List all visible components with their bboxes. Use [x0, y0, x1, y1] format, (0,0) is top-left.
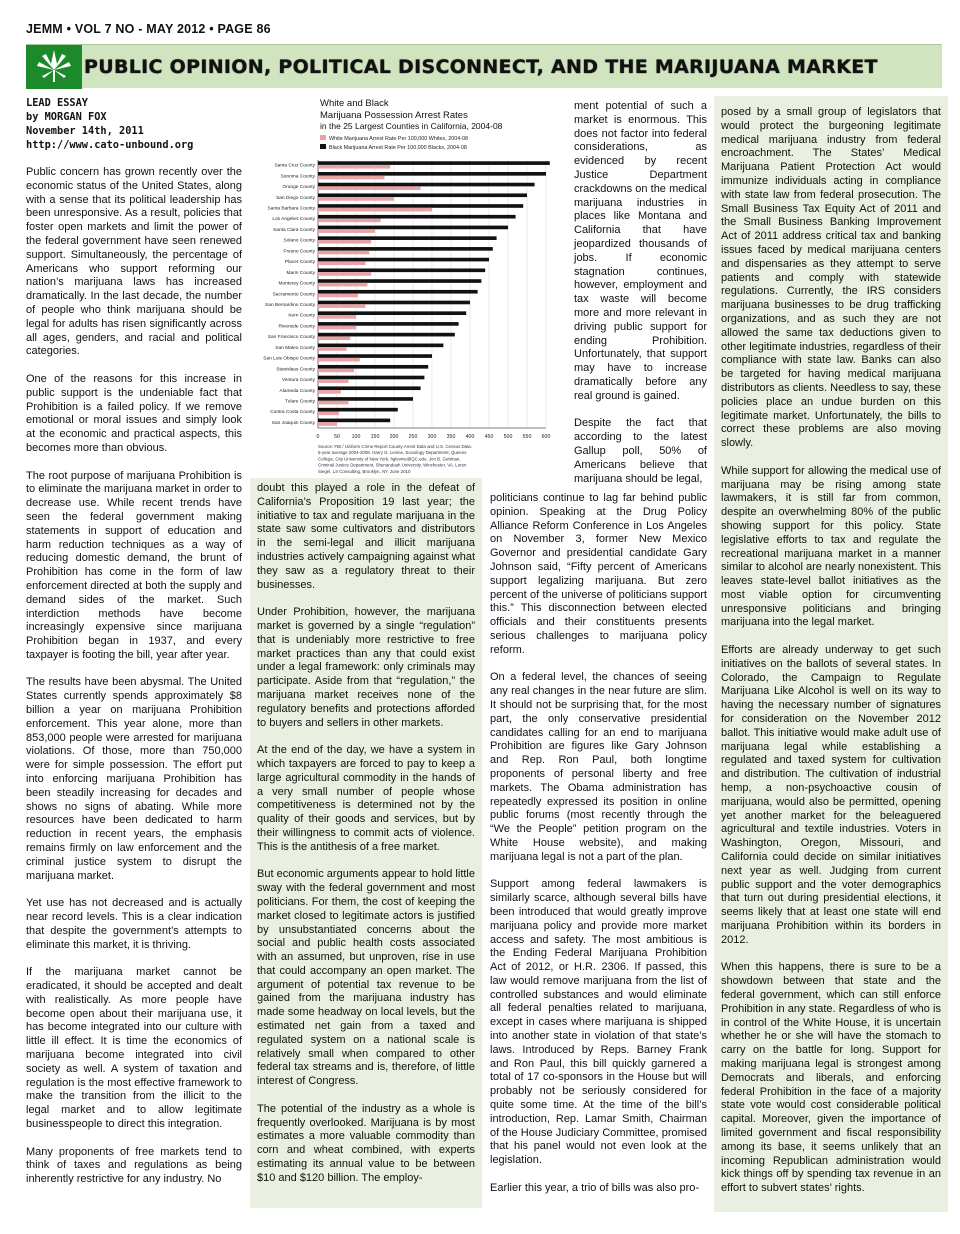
- paragraph: If the marijuana market cannot be eradicated, it should be accepted and dealt with realistically. As more people have become open about their marijuana use, it has become integrated into our culture with little ill effect. It is time the economics of marijuana become integrated into civil society as well. A system of taxation and regulation is the most effective framework to make the transition from the illicit to the legal market and to allow legitimate businesspeople to direct this integration.: [26, 966, 242, 1130]
- bar-white: [318, 358, 360, 362]
- paragraph: Public concern has grown recently over the economic status of the United States, along with a sense that its political leadership has been unresponsive. As a result, policies that foster open markets and limit the power of the federal government have seen renewed support. Simultaneously, the percentage of Americans who support reforming our nation’s marijuana laws has increased dramatically. In the last decade, the number of people who think marijuana should be legal for adults has risen significantly across all ages, genders, and racial and political categories.: [26, 166, 242, 358]
- paragraph: When this happens, there is sure to be a showdown between that state and the federal government, which can still enforce Prohibition in any state. Regardless of who is in control of the White House, it is uncertain whether he or she will have the stomach to carry on the battle for long. Support for making marijuana legal is strongest among Democrats and liberals, and enforcing federal Prohibition in the face of a majority state vote would cost considerable political capital. Moreover, given the importance of limited government and fiscal responsibility among its base, it seems unlikely that an incoming Republican administration would kick things off by spending tax revenue in an effort to subvert states’ rights.: [721, 961, 941, 1195]
- y-category-label: Tulare County: [285, 399, 315, 405]
- bar-white: [318, 304, 366, 308]
- bar-black: [318, 183, 535, 187]
- paragraph: On a federal level, the chances of seeing any real changes in the near future are slim. It should not be surprising that, for the most part, the only conservative presidential candidates calling for an end to marijuana Prohibition are figures like Gary Johnson and Rep. Ron Paul, both longtime proponents of personal liberty and free markets. The Obama administration has repeatedly expressed its position in online public forums (most recently through the “We the People” petition program on the White House website), and making marijuana legal is not a part of the plan.: [490, 671, 707, 863]
- x-tick-label: 250: [408, 434, 418, 440]
- paragraph: One of the reasons for this increase in public support is the undeniable fact that Prohibition is a failed policy. If we remove emotional or moral issues and simply look at the economic and practical aspects, this becomes more than obvious.: [26, 372, 242, 454]
- paragraph: Earlier this year, a trio of bills was also pro-: [490, 1181, 700, 1194]
- byline-author: by MORGAN FOX: [26, 111, 107, 123]
- paragraph: The results have been abysmal. The United States currently spends approximately $8 billion a year on marijuana Prohibition enforcement. This year alone, more than 853,000 people were arrested for marijuana violations. Of those, more than 750,000 were for simple possession. The effort put into enforcing marijuana Prohibition has been steadily increasing for decades and shows no signs of abating. While more resources have been dedicated to harm reduction in recent years, the emphasis remains firmly on law enforcement and the criminal justice system to disrupt the marijuana market.: [26, 676, 242, 882]
- bar-white: [318, 390, 341, 394]
- y-category-label: Kern County: [288, 313, 315, 319]
- y-category-label: Los Angeles County: [272, 217, 315, 223]
- y-category-label: San Luis Obispo County: [263, 356, 315, 362]
- paragraph: Efforts are already underway to get such initiatives on the ballots of several states. In Colorado, the Campaign to Regulate Marijuana Like Alcohol is well on its way to having the necessary number of signatures for consideration on the November 2012 ballot. This initiative would make adult use of marijuana legal while establishing a regulated and taxed system for cultivation and distribution. The cultivation of industrial hemp, a non-psychoactive cousin of marijuana, would also be permitted, opening yet another market for the beleaguered agricultural and textile industries. Voters in Washington, Oregon, Missouri, and California could decide on similar initiatives next year as well. Judging from current public support and the voter demographics that turn out during presidential elections, it seems likely that at least one state will end marijuana Prohibition within its borders in 2012.: [721, 644, 941, 946]
- y-category-label: Alameda County: [279, 388, 315, 394]
- bar-black: [318, 419, 390, 423]
- bar-black: [318, 172, 546, 176]
- paragraph: The potential of the industry as a whole is frequently overlooked. Marijuana is by most estimates a more valuable commodity than corn and wheat combined, with experts estimating its annual value to be between $10 and $120 billion. The employ-: [257, 1102, 475, 1184]
- x-tick-label: 200: [389, 434, 399, 440]
- y-category-label: Santa Cruz County: [274, 163, 315, 169]
- bar-black: [318, 161, 550, 165]
- y-category-label: Placer County: [284, 260, 315, 266]
- bar-white: [318, 165, 390, 169]
- chart-source-note: College, City University of New York, hglevine@QC.edu. Jon B. Gettman,: [318, 456, 461, 462]
- y-category-label: Sacramento County: [272, 292, 315, 298]
- y-category-label: San Francisco County: [267, 335, 315, 341]
- bar-white: [318, 186, 421, 190]
- column-2: [257, 482, 475, 1186]
- legend-entry: White Marijuana Arrest Rate Per 100,000 Whites, 2004-08: [329, 136, 469, 142]
- bar-white: [318, 336, 350, 340]
- bar-black: [318, 354, 432, 358]
- y-category-label: San Diego County: [276, 195, 315, 201]
- paragraph: The root purpose of marijuana Prohibition is to eliminate the marijuana market in order to decrease use. While recent trends have seen the federal government making statements in support of education and harm reduction techniques as a way of reducing domestic demand, the brunt of Prohibition has come in the form of law enforcement directed at both the supply and demand sides of the market. Such interdiction methods have become increasingly expensive since marijuana Prohibition began in 1937, and every taxpayer is footing the bill, year after year.: [26, 469, 242, 661]
- x-tick-label: 400: [465, 434, 475, 440]
- bar-black: [318, 215, 516, 219]
- y-category-label: Marin County: [286, 270, 315, 276]
- paragraph: But economic arguments appear to hold little sway with the federal government and most politicians. For them, the cost of keeping the market closed to legitimate actors is justified by unsubstantiated concerns about the social and public health costs associated with an assumed, but unproven, rise in use that could accompany an open market. The argument of potential tax revenue to be gained from the marijuana industry has made some headway on local levels, but the estimated net gain from a taxed and regulated system on a national scale is relatively small when compared to other federal tax streams and is, therefore, of little interest of Congress.: [257, 868, 475, 1088]
- x-tick-label: 350: [446, 434, 456, 440]
- bar-white: [318, 326, 356, 330]
- paragraph: While support for allowing the medical use of marijuana may be rising among state lawmakers, it is still far from common, despite an overwhelming 80% of the public showing support for this policy. State legislative efforts to tax and regulate the recreational marijuana market in a manner similar to alcohol are nearly nonexistent. This leaves state-level ballot initiatives as the most viable option for circumventing unresponsive politicians and bringing marijuana into the legal market.: [721, 464, 941, 629]
- paragraph: Under Prohibition, however, the marijuana market is governed by a single “regulation” that is undeniably more restrictive to free market practices than any that could exist under a legal framework: only criminals may participate. Aside from that “regulation,” the marijuana market receives none of the regulatory benefits and protections afforded to buyers and sellers in other markets.: [257, 606, 475, 729]
- chart-title-line: Marijuana Possession Arrest Rates: [320, 109, 468, 121]
- chart-title-line: White and Black: [320, 98, 389, 109]
- x-tick-label: 500: [503, 434, 513, 440]
- title-bar: [26, 44, 942, 88]
- x-tick-label: 0: [316, 434, 320, 440]
- y-category-label: Orange County: [282, 185, 315, 191]
- bar-black: [318, 397, 413, 401]
- paragraph: Despite the fact that according to the latest Gallup poll, 50% of Americans believe that marijuana should be legal,: [574, 417, 707, 485]
- y-category-label: Stanislaus County: [276, 367, 315, 373]
- bar-black: [318, 258, 489, 262]
- legend-swatch: [320, 144, 326, 149]
- paragraph: Support among federal lawmakers is similarly scarce, although several bills have been introduced that would greatly improve marijuana policy and provide more market access and safety. The most ambitious is the Ending Federal Marijuana Prohibition Act of 2012, or H.R. 2306. If passed, this law would remove marijuana from the list of controlled substances and would eliminate all federal penalties related to marijuana, except in cases where marijuana is shipped into another state in violation of that state’s laws. Introduced by Reps. Barney Frank and Ron Paul, this bill quickly garnered a total of 17 co-sponsors in the House but will probably not be seriously considered for quite some time. At the time of the bill’s introduction, Rep. Lamar Smith, Chairman of the House Judiciary Committee, promised that his panel would not even look at the legislation.: [490, 878, 707, 1167]
- bar-black: [318, 268, 485, 272]
- paragraph: doubt this played a role in the defeat of California’s Proposition 19 last year; the initiative to tax and regulate marijuana in the state saw some cultivators and distributors in the semi-legal and illicit marijuana industries actively campaigning against what they saw as a regulatory threat to their businesses.: [257, 482, 475, 591]
- chart-source-note: Siegel, LS Consulting, Brooklyn, NY. June 2010: [318, 468, 411, 474]
- x-tick-label: 600: [541, 434, 551, 440]
- y-category-label: San Joaquin County: [271, 420, 315, 426]
- byline: [26, 96, 242, 152]
- x-tick-label: 100: [351, 434, 361, 440]
- bar-white: [318, 261, 366, 265]
- page-header: JEMM • VOL 7 NO - MAY 2012 • PAGE 86: [26, 22, 271, 36]
- bar-black: [318, 376, 424, 380]
- bar-black: [318, 386, 421, 390]
- y-category-label: Riverside County: [278, 324, 315, 330]
- x-tick-label: 300: [427, 434, 437, 440]
- bar-black: [318, 333, 455, 337]
- bar-black: [318, 301, 470, 305]
- paragraph: At the end of the day, we have a system in which taxpayers are forced to pay to keep a large agricultural commodity in the hands of a very small number of people whose competitiveness is determined not by the quality of their goods and services, but by their willingness to commit acts of violence. This is the antithesis of a free market.: [257, 744, 475, 853]
- bar-white: [318, 369, 354, 373]
- y-category-label: Santa Barbara County: [267, 206, 315, 212]
- x-tick-label: 150: [370, 434, 380, 440]
- bar-white: [318, 294, 358, 298]
- bar-black: [318, 344, 443, 348]
- paragraph: Many proponents of free markets tend to think of taxes and regulations as being inherently restrictive for any industry. No: [26, 1145, 242, 1186]
- bar-white: [318, 315, 356, 319]
- bar-white: [318, 240, 371, 244]
- bar-black: [318, 290, 478, 294]
- bar-black: [318, 236, 497, 240]
- bar-white: [318, 283, 367, 287]
- bar-black: [318, 322, 459, 326]
- bar-white: [318, 347, 347, 351]
- bar-white: [318, 422, 337, 426]
- bar-white: [318, 251, 369, 255]
- byline-lead: LEAD ESSAY: [26, 97, 88, 109]
- column-3-top: [574, 100, 707, 486]
- bar-black: [318, 247, 493, 251]
- chart-title-line: in the 25 Largest Counties in California, 2004-08: [320, 121, 503, 131]
- x-tick-label: 450: [484, 434, 494, 440]
- bar-white: [318, 272, 371, 276]
- y-category-label: Ventura County: [281, 378, 315, 384]
- paragraph: Yet use has not decreased and is actually near record levels. This is a clear indication that despite the government’s attempts to eliminate this market, it is thriving.: [26, 897, 242, 951]
- column-3: [490, 492, 707, 1196]
- article-title: PUBLIC OPINION, POLITICAL DISCONNECT, AND THE MARIJUANA MARKET: [84, 56, 878, 78]
- bar-white: [318, 229, 375, 233]
- chart-source-note: Source: FBI / Uniform Crime Report County Arrest Data and U.S. Census Data.: [318, 444, 472, 449]
- bar-black: [318, 204, 523, 208]
- bar-black: [318, 408, 398, 412]
- byline-date: November 14th, 2011: [26, 125, 144, 137]
- bar-white: [318, 411, 339, 415]
- bar-white: [318, 176, 385, 180]
- paragraph: ment potential of such a market is enormous. This does not factor into federal considerations, as evidenced by recent Justice Department crackdowns on the medical marijuana industries in places like Montana and California that have jeopardized thousands of jobs. If economic stagnation continues, however, employment and tax waste will become more and more relevant in driving public support for ending Prohibition. Unfortunately, that support may have to increase dramatically before any real ground is gained.: [574, 100, 707, 402]
- y-category-label: Sonoma County: [280, 174, 315, 180]
- bar-white: [318, 401, 348, 405]
- column-1: [26, 96, 242, 1187]
- legend-swatch: [320, 135, 326, 140]
- bar-black: [318, 193, 527, 197]
- column-4: [721, 106, 941, 1196]
- y-category-label: Solano County: [283, 238, 315, 244]
- bar-black: [318, 311, 466, 315]
- arrest-rate-chart: [258, 94, 558, 484]
- bar-white: [318, 208, 432, 212]
- bar-black: [318, 226, 508, 230]
- legend-entry: Black Marijuana Arrest Rate Per 100,000 Blacks, 2004-08: [329, 145, 467, 151]
- chart-source-note: Criminal Justice Department, Shenandoah University, Winchester, VA. Loren: [318, 462, 467, 468]
- bar-black: [318, 365, 428, 369]
- x-tick-label: 50: [334, 434, 340, 440]
- x-tick-label: 550: [522, 434, 532, 440]
- y-category-label: San Bernardino County: [265, 303, 315, 309]
- y-category-label: Fresno County: [283, 249, 315, 255]
- y-category-label: Monterey County: [278, 281, 315, 287]
- bar-white: [318, 379, 348, 383]
- y-category-label: San Mateo County: [275, 345, 315, 351]
- chart-source-note: 5-year average 2004-2008. Harry G. Levine, Sociology Department, Queens: [318, 450, 467, 456]
- y-category-label: Santa Clara County: [273, 227, 315, 233]
- bar-black: [318, 279, 481, 283]
- paragraph: posed by a small group of legislators that would protect the burgeoning legitimate medical marijuana industry from federal encroachment. The States’ Medical Marijuana Patient Protection Act would immunize individuals acting in compliance with state law from federal prosecution. The Small Business Tax Equity Act of 2011 and the Small Business Banking Improvement Act of 2011 address critical tax and banking issues faced by medical marijuana centers and dispensaries as they attempt to serve patients and comply with statewide regulations. Currently, the IRS considers marijuana businesses to be drug trafficking organizations, and as such they are not allowed the same tax deductions given to other legitimate industries, regardless of their compliance with state law. Banks can also be targeted for having medical marijuana distributors as clients. Needless to say, these policies place an undue burden on this legitimate market. Unfortunately, the bills to correct these problems are also moving slowly.: [721, 106, 941, 450]
- bar-white: [318, 219, 381, 223]
- byline-url[interactable]: http://www.cato-unbound.org: [26, 139, 194, 151]
- y-category-label: Contra Costa County: [270, 410, 315, 416]
- paragraph: politicians continue to lag far behind public opinion. Speaking at the Drug Policy Alliance Reform Conference in Los Angeles on November 3, former New Mexico Governor and presidential candidate Gary Johnson said, “Fifty percent of Americans support legalizing marijuana. But zero percent of the universe of politicians support this.” This disconnection between elected officials and their constituents presents serious challenges to marijuana policy reform.: [490, 492, 707, 656]
- chart-svg: [258, 94, 558, 484]
- bar-white: [318, 197, 394, 201]
- leaf-icon: [26, 45, 82, 89]
